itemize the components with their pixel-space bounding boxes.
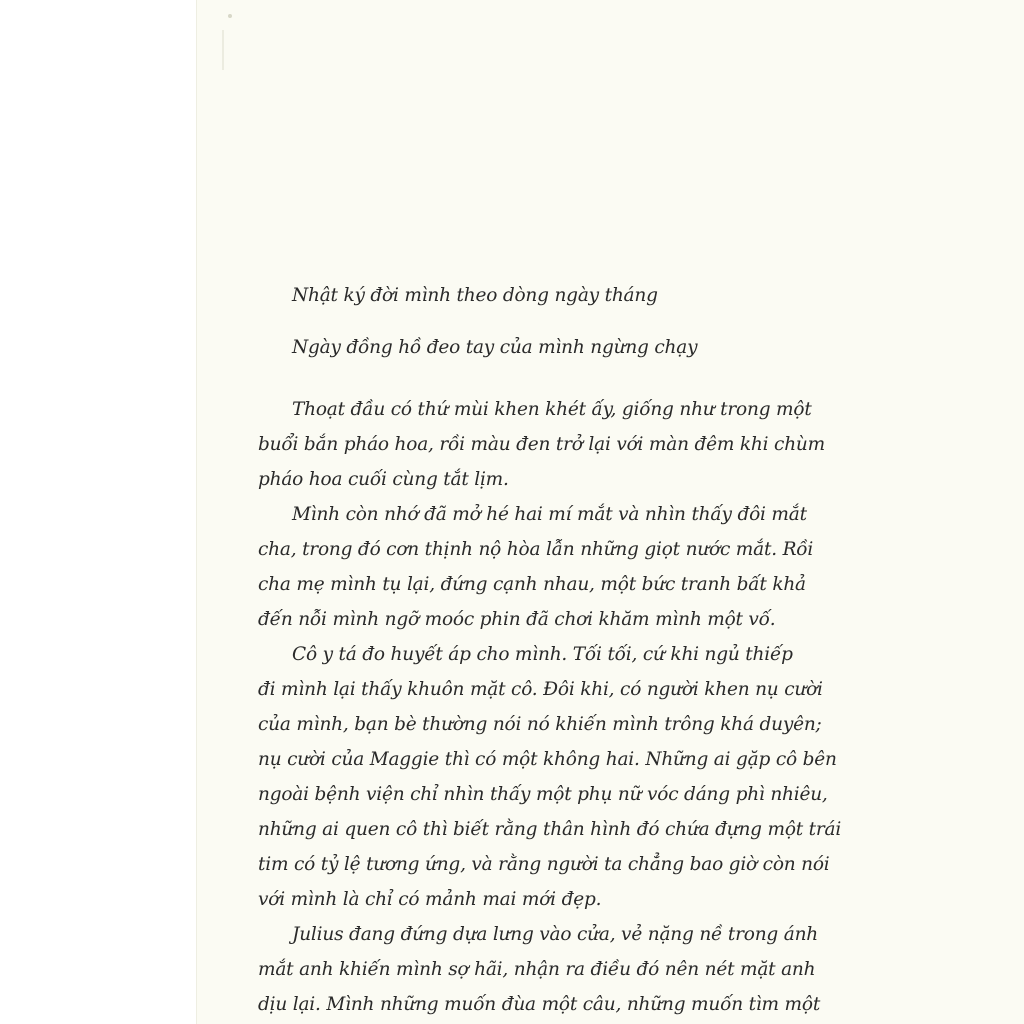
- text-line: pháo hoa cuối cùng tắt lịm.: [258, 469, 509, 490]
- paragraph: [258, 497, 814, 637]
- page-text: [258, 278, 842, 1022]
- page-gutter-mark: [222, 30, 224, 70]
- text-line: nụ cười của Maggie thì có một không hai. Những ai gặp cô bên: [258, 749, 837, 770]
- text-line: tim có tỷ lệ tương ứng, và rằng người ta chẳng bao giờ còn nói: [258, 854, 830, 875]
- text-line: Julius đang đứng dựa lưng vào cửa, vẻ nặng nề trong ánh: [292, 924, 819, 945]
- text-line: với mình là chỉ có mảnh mai mới đẹp.: [258, 889, 602, 910]
- verse-line: Nhật ký đời mình theo dòng ngày tháng: [292, 285, 658, 306]
- text-line: những ai quen cô thì biết rằng thân hình đó chứa đựng một trái: [258, 819, 842, 840]
- text-line: đi mình lại thấy khuôn mặt cô. Đôi khi, có người khen nụ cười: [258, 679, 823, 700]
- text-line: buổi bắn pháo hoa, rồi màu đen trở lại với màn đêm khi chùm: [258, 434, 825, 455]
- paragraph: [258, 917, 821, 1022]
- text-line: dịu lại. Mình những muốn đùa một câu, những muốn tìm một: [258, 994, 821, 1015]
- text-line: cha, trong đó cơn thịnh nộ hòa lẫn những giọt nước mắt. Rồi: [258, 539, 814, 560]
- text-line: mắt anh khiến mình sợ hãi, nhận ra điều đó nên nét mặt anh: [258, 959, 816, 980]
- text-line: Thoạt đầu có thứ mùi khen khét ấy, giống như trong một: [292, 399, 812, 420]
- text-line: cha mẹ mình tụ lại, đứng cạnh nhau, một bức tranh bất khả: [258, 574, 806, 595]
- page-dot-mark: [228, 14, 232, 18]
- text-line: đến nỗi mình ngỡ moóc phin đã chơi khăm mình một vố.: [258, 609, 776, 630]
- verse-line: Ngày đồng hồ đeo tay của mình ngừng chạy: [292, 337, 698, 358]
- text-line: Cô y tá đo huyết áp cho mình. Tối tối, cứ khi ngủ thiếp: [292, 644, 793, 665]
- text-line: ngoài bệnh viện chỉ nhìn thấy một phụ nữ vóc dáng phì nhiêu,: [258, 784, 828, 805]
- paragraph: [258, 637, 842, 917]
- text-line: Mình còn nhớ đã mở hé hai mí mắt và nhìn thấy đôi mắt: [292, 504, 807, 525]
- paragraph: [258, 392, 825, 497]
- text-line: của mình, bạn bè thường nói nó khiến mình trông khá duyên;: [258, 714, 822, 735]
- verse-group: [258, 278, 798, 365]
